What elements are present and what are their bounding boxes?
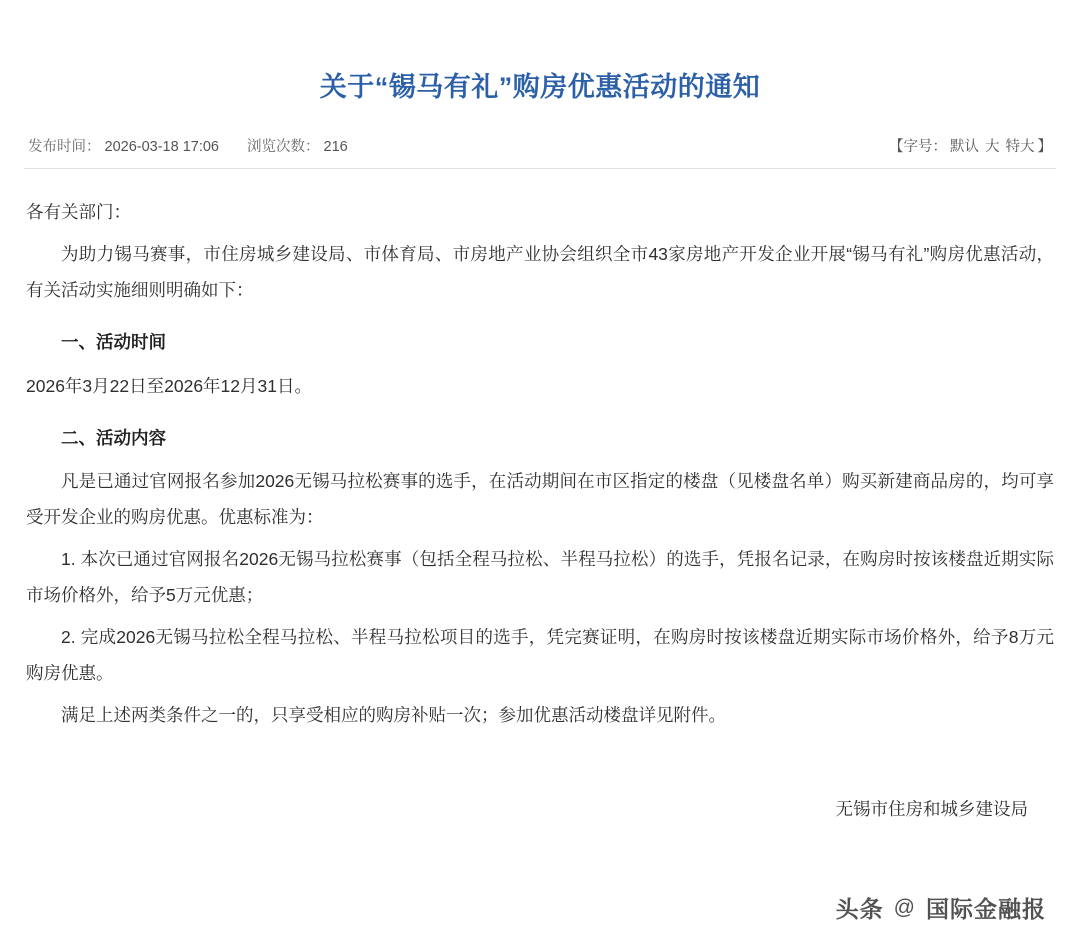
section-2-paragraph-3: 2. 完成2026无锡马拉松全程马拉松、半程马拉松项目的选手，凭完赛证明，在购房时按该楼盘近期实际市场价格外，给予8万元购房优惠。 (26, 626, 1054, 683)
font-size-default-button[interactable]: 默认 (950, 139, 979, 156)
platform-logo-text: 头条 (835, 896, 884, 923)
font-size-xlarge-button[interactable]: 特大 (1005, 139, 1035, 156)
font-size-prefix: 【字号： (889, 139, 947, 156)
section-1-paragraph-1: 2026年3月22日至2026年12月31日。 (26, 375, 312, 396)
font-size-suffix: 】 (1037, 139, 1052, 156)
document-body (24, 195, 1056, 733)
issuing-authority: 无锡市住房和城乡建设局 (835, 798, 1028, 819)
watermark-account-name: 国际金融报 (926, 896, 1046, 923)
view-count-label: 浏览次数： (247, 139, 320, 156)
meta-left-group (28, 135, 348, 156)
watermark-at-symbol: @ (893, 895, 916, 919)
font-size-large-button[interactable]: 大 (985, 139, 1000, 156)
page-title: 关于“锡马有礼”购房优惠活动的通知 (319, 72, 761, 103)
publish-time-label: 发布时间： (28, 139, 101, 156)
publish-time-value: 2026-03-18 17:06 (104, 139, 219, 156)
publish-time (28, 135, 219, 156)
section-heading-1: 一、活动时间 (61, 331, 166, 352)
font-size-switcher (889, 135, 1052, 156)
view-count (247, 135, 348, 156)
intro-paragraph: 为助力锡马赛事，市住房城乡建设局、市体育局、市房地产业协会组织全市43家房地产开发企业开展“锡马有礼”购房优惠活动，有关活动实施细则明确如下： (26, 244, 1054, 300)
section-heading-2: 二、活动内容 (61, 427, 166, 448)
watermark (836, 891, 1046, 924)
salutation: 各有关部门： (26, 202, 131, 223)
signature-block (24, 792, 1056, 827)
section-2-paragraph-4: 满足上述两类条件之一的，只享受相应的购房补贴一次；参加优惠活动楼盘详见附件。 (61, 704, 726, 725)
document-page (0, 18, 1080, 944)
document-meta-bar (24, 135, 1056, 169)
section-2-paragraph-1: 凡是已通过官网报名参加2026无锡马拉松赛事的选手，在活动期间在市区指定的楼盘（见楼盘名单）购买新建商品房的，均可享受开发企业的购房优惠。优惠标准为： (26, 471, 1054, 528)
section-2-paragraph-2: 1. 本次已通过官网报名2026无锡马拉松赛事（包括全程马拉松、半程马拉松）的选手，凭报名记录，在购房时按该楼盘近期实际市场价格外，给予5万元优惠； (26, 549, 1054, 606)
view-count-value: 216 (323, 139, 348, 156)
